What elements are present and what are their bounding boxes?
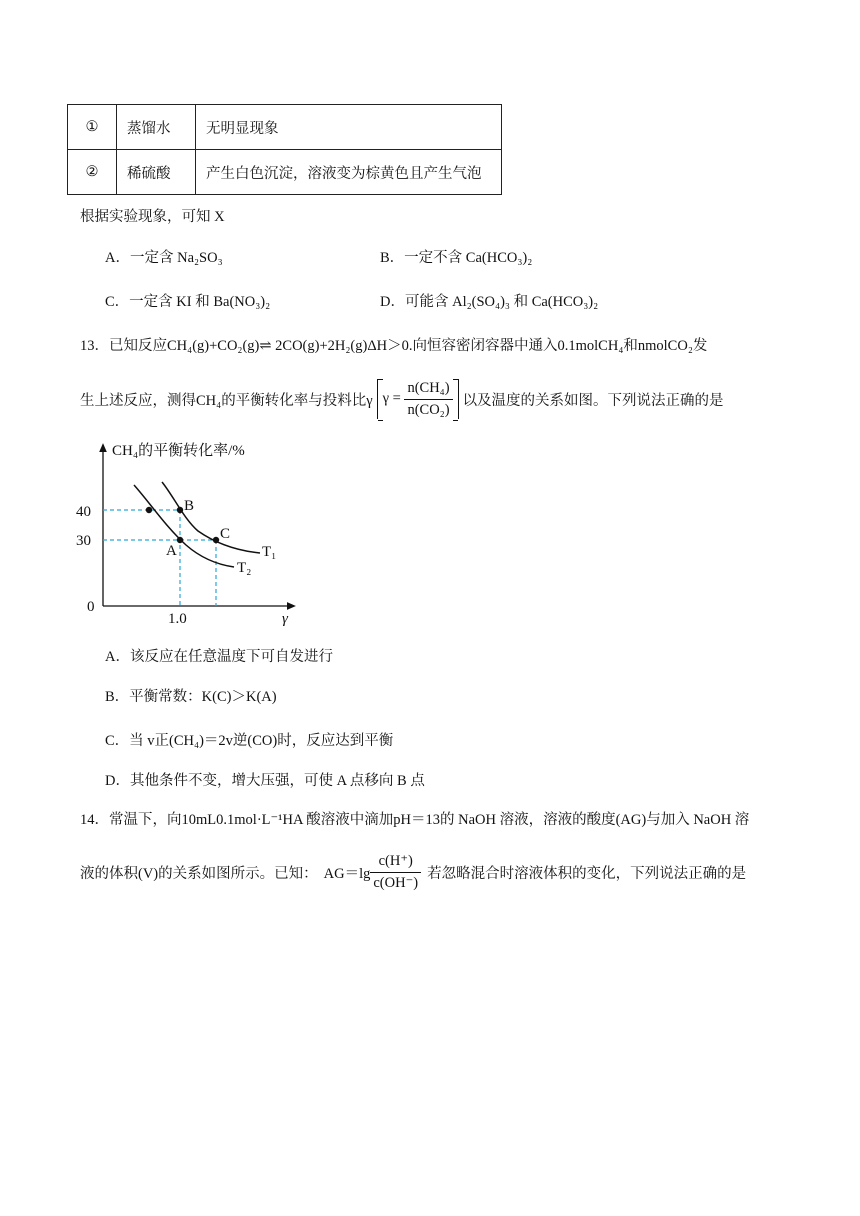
reagent-cell: 稀硫酸: [117, 150, 196, 195]
q12-option-a: A．一定含 Na₂SO₃: [105, 250, 223, 266]
q13-option-c: C．当 v正(CH₄)＝2v逆(CO)时，反应达到平衡: [105, 733, 394, 749]
q12-option-b: B．一定不含 Ca(HCO₃)₂: [380, 250, 533, 266]
reagent-cell: 蒸馏水: [117, 105, 196, 150]
q14-stem-text-b: 若忽略混合时溶液体积的变化，下列说法正确的是: [427, 865, 747, 882]
ag-numerator: c(H⁺): [370, 852, 421, 873]
label-b: B: [184, 498, 195, 514]
row-number: ①: [68, 105, 117, 150]
point-a: [177, 537, 183, 543]
ag-fraction: [370, 852, 421, 893]
q13-option-a: A．该反应在任意温度下可自发进行: [105, 649, 333, 665]
fraction-denominator: n(CO₂): [407, 401, 450, 418]
table-row: [68, 105, 502, 150]
series-label-t2: T₂: [237, 560, 252, 576]
y-tick-0: 0: [87, 599, 95, 615]
y-axis-label: CH₄的平衡转化率/%: [112, 443, 245, 459]
observation-cell: 无明显现象: [196, 105, 502, 150]
fraction-numerator: n(CH₄): [404, 379, 452, 400]
point-c: [213, 537, 219, 543]
y-tick-40: 40: [76, 504, 91, 520]
q13-stem-line2: [80, 374, 724, 424]
q12-conclusion: 根据实验现象，可知 X: [80, 209, 225, 225]
q13-stem-line1: 13．已知反应CH₄(g)+CO₂(g)⇌ 2CO(g)+2H₂(g)ΔH＞0.向恒容密闭容器中通入0.1molCH₄和nmolCO₂发: [80, 338, 708, 354]
row-number: ②: [68, 150, 117, 195]
q14-stem-line2: [80, 848, 746, 896]
ag-formula-prefix: AG＝lg: [323, 865, 371, 882]
gamma-eq: γ =: [382, 390, 401, 407]
label-a: A: [166, 543, 177, 559]
ag-denominator: c(OH⁻): [373, 874, 419, 891]
q14-stem-line1: 14．常温下，向10mL0.1mol·L⁻¹HA 酸溶液中滴加pH＝13的 NaOH 溶液，溶液的酸度(AG)与加入 NaOH 溶: [80, 812, 750, 828]
observation-table: [67, 104, 502, 195]
q13-option-b: B．平衡常数：K(C)＞K(A): [105, 689, 277, 705]
point-t2-40: [146, 507, 152, 513]
q13-stem-text-a: 生上述反应，测得CH₄的平衡转化率与投料比γ: [80, 392, 373, 409]
observation-cell: 产生白色沉淀，溶液变为棕黄色且产生气泡: [196, 150, 502, 195]
feed-ratio-bracket: [377, 379, 459, 420]
table-row: [68, 150, 502, 195]
point-b: [177, 507, 183, 513]
q13-stem-text-b: 以及温度的关系如图。下列说法正确的是: [462, 392, 724, 409]
q14-stem-text-a: 液的体积(V)的关系如图所示。已知：: [80, 865, 318, 882]
feed-ratio-fraction: [404, 379, 452, 420]
q12-option-c: C．一定含 KI 和 Ba(NO₃)₂: [105, 294, 271, 310]
series-label-t1: T₁: [262, 544, 277, 560]
q12-option-d: D．可能含 Al₂(SO₄)₃ 和 Ca(HCO₃)₂: [380, 294, 599, 310]
label-c: C: [220, 526, 231, 542]
x-tick-1.0: 1.0: [168, 611, 187, 627]
conversion-chart: [70, 435, 310, 630]
y-tick-30: 30: [76, 533, 91, 549]
x-axis-label: γ: [282, 611, 288, 627]
q13-option-d: D．其他条件不变，增大压强，可使 A 点移向 B 点: [105, 773, 425, 789]
